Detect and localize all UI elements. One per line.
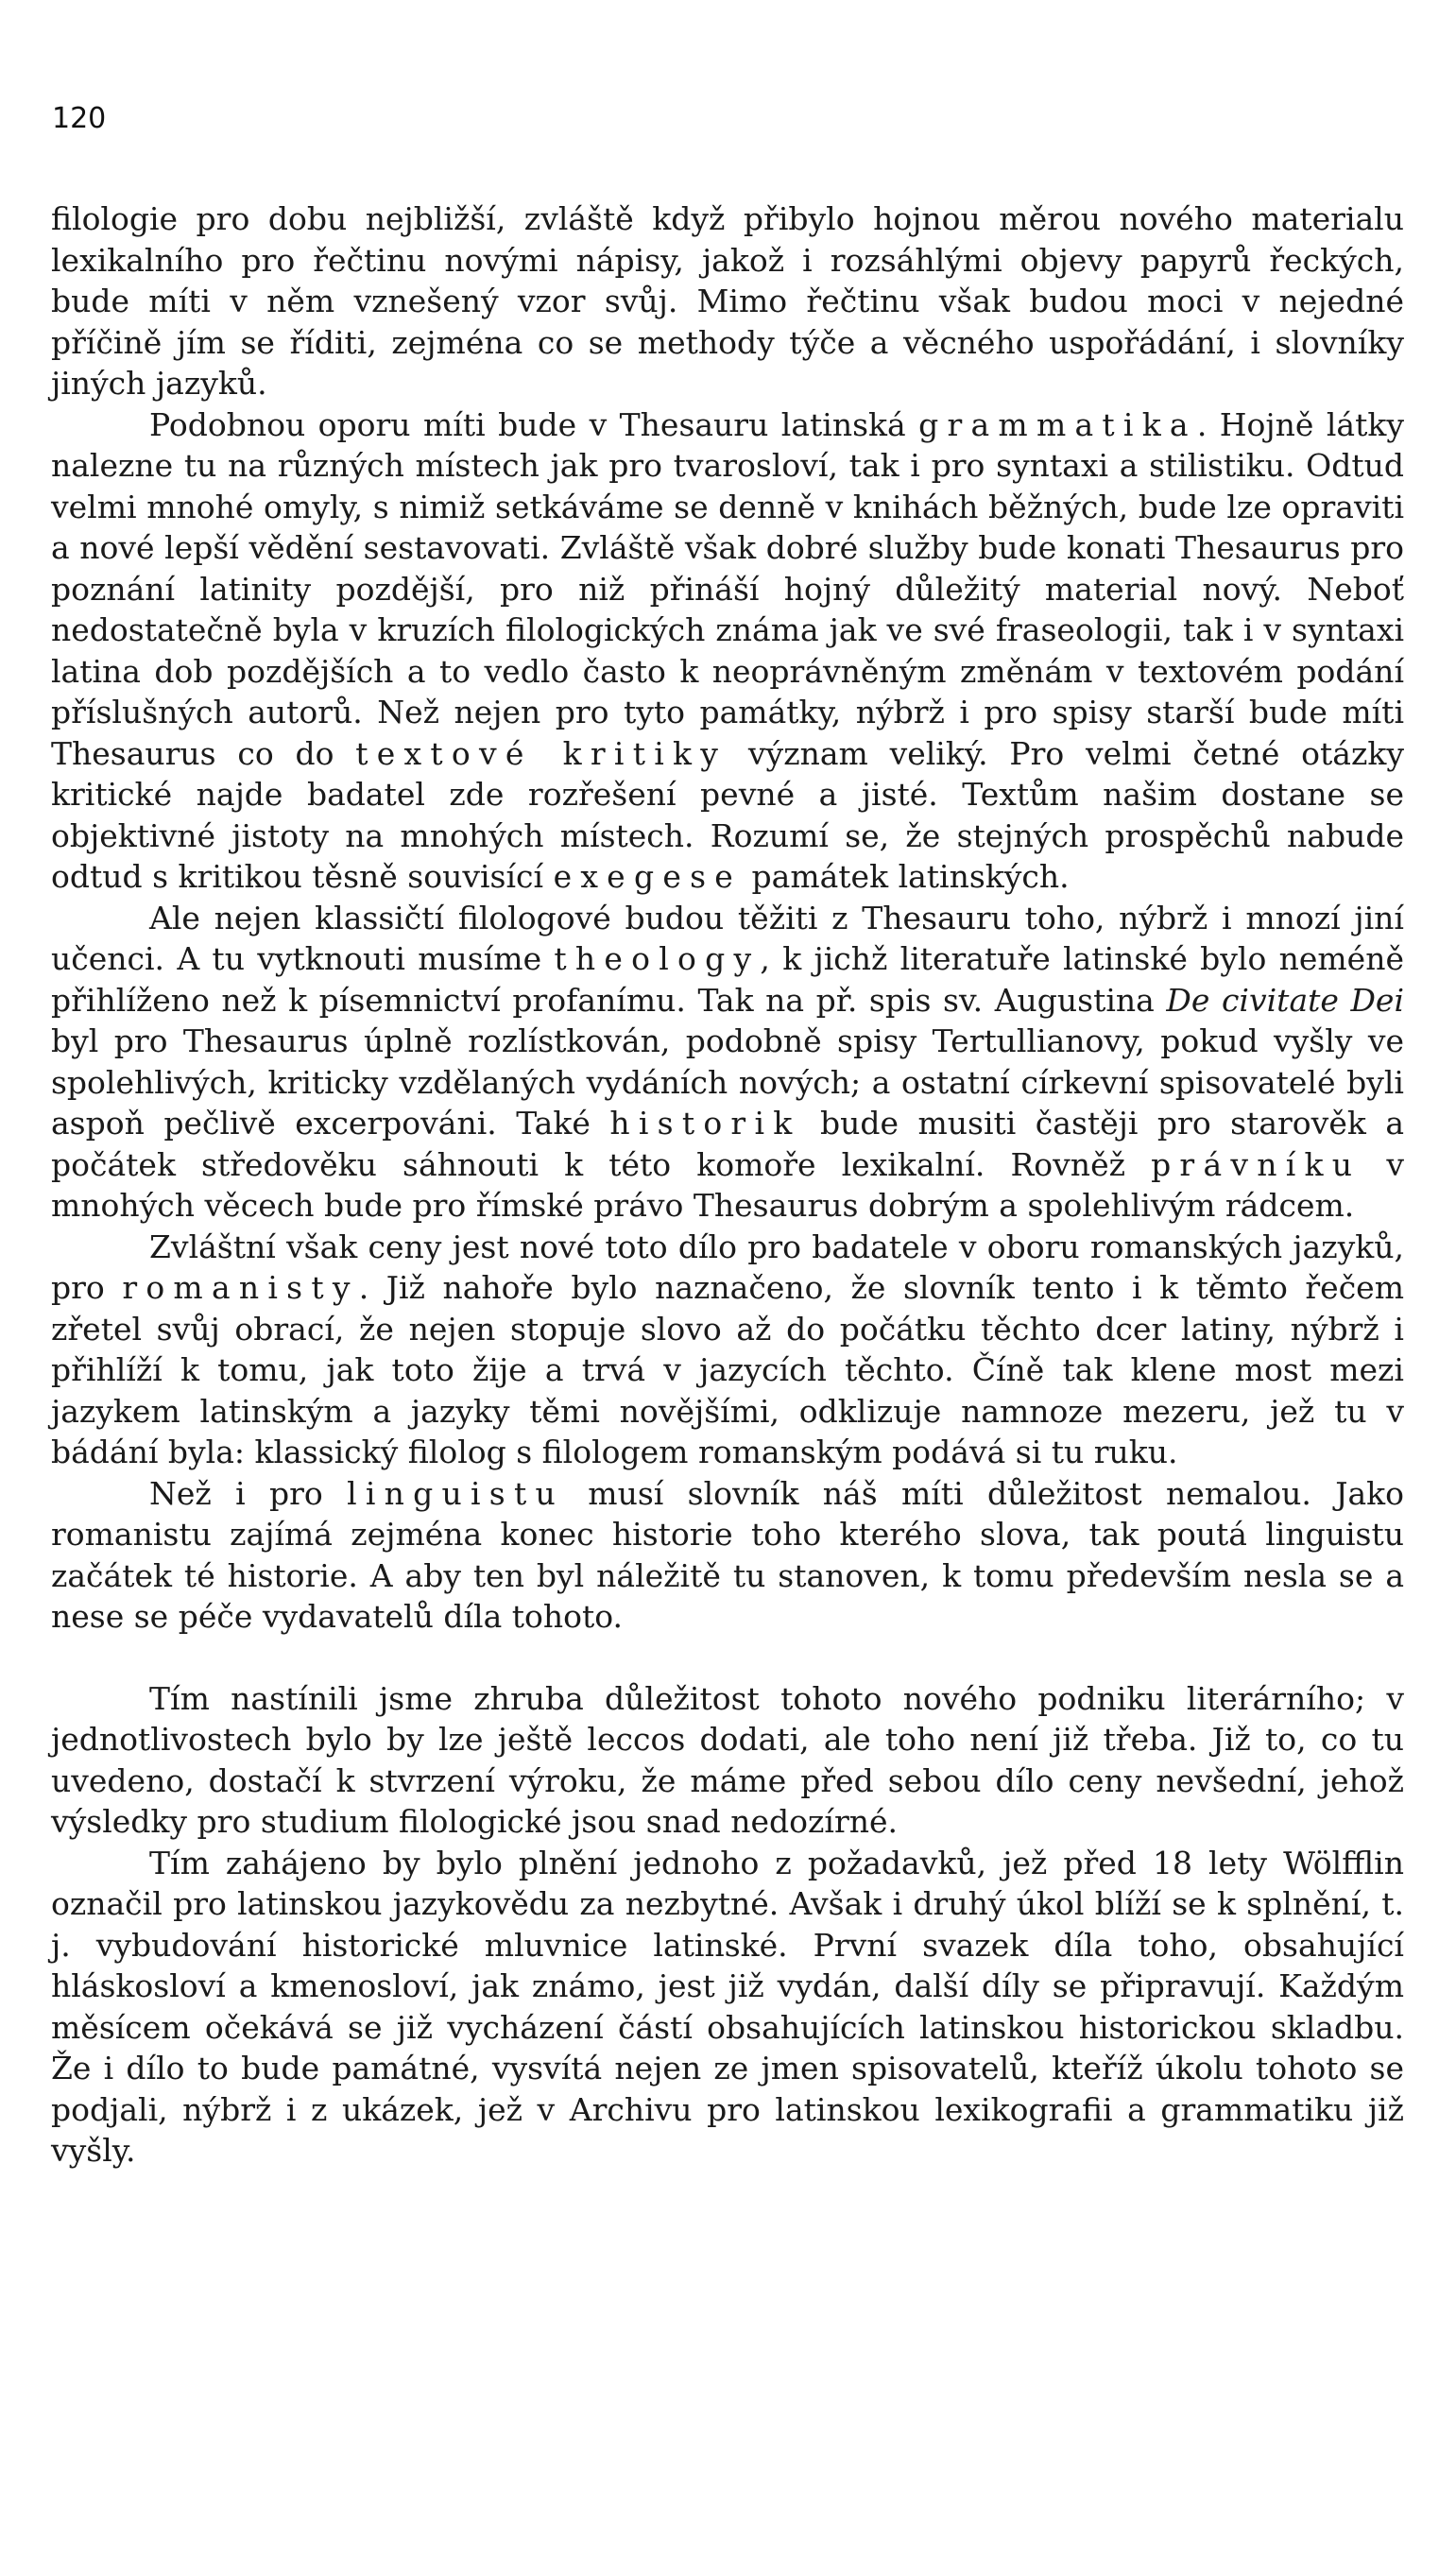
paragraph-3 bbox=[51, 898, 1404, 1227]
spaced-term: linguistu bbox=[347, 1474, 564, 1512]
text-run: , k jichž literatuře latinské bylo neméně přihlíženo než k písemnictví profanímu. Tak na př. spis sv. Augustina bbox=[51, 940, 1404, 1019]
spaced-term: právníku bbox=[1151, 1145, 1362, 1183]
spaced-term: grammatika bbox=[918, 405, 1197, 443]
paragraph-6 bbox=[51, 1678, 1404, 1843]
italic-title: De civitate Dei bbox=[1166, 981, 1404, 1019]
text-run: Než i pro bbox=[149, 1474, 348, 1512]
text-run: v mnohých věcech bude pro římské právo Thesaurus dobrým a spolehlivým rádcem. bbox=[51, 1145, 1404, 1224]
text-run: památek latinských. bbox=[742, 858, 1070, 895]
paragraph-2 bbox=[51, 404, 1404, 898]
spaced-term: theology bbox=[554, 940, 761, 977]
text-run: bude musiti častěji pro starověk a počátek středověku sáhnouti k této komoře lexikalní. Rovněž bbox=[51, 1105, 1404, 1183]
text-run: Ale nejen klassičtí filologové budou těžiti z Thesauru toho, nýbrž i mnozí jiní učenci. A tu vytknouti musíme bbox=[51, 899, 1404, 977]
text-run: . Hojně látky nalezne tu na různých místech jak pro tvarosloví, tak i pro syntaxi a stilistiku. Odtud velmi mnohé omyly, s nimiž setkáváme se denně v knihách běžných, bude lze opraviti a nové lepší vědění sestavovati. Zvláště však dobré služby bude konati Thesaurus pro poznání latinity pozdější, pro niž přináší hojný důležitý material nový. Neboť nedostatečně byla v kruzích filologických známa jak ve své fraseologii, tak i v syntaxi latina dob pozdějších a to vedlo často k neoprávněným změnám v textovém podání příslušných autorů. Než nejen pro tyto památky, nýbrž i pro spisy starší bude míti Thesaurus co do bbox=[51, 405, 1405, 772]
text-run: Podobnou oporu míti bude v Thesauru latinská bbox=[149, 405, 919, 443]
paragraph-7 bbox=[51, 1843, 1404, 2172]
body-text bbox=[51, 198, 1404, 2172]
spaced-term: historik bbox=[609, 1105, 801, 1142]
paragraph-5 bbox=[51, 1473, 1404, 1638]
page-number: 120 bbox=[52, 102, 107, 135]
text-run: filologie pro dobu nejbližší, zvláště když přibylo hojnou měrou nového materialu lexikalního pro řečtinu novými nápisy, jakož i rozsáhlými objevy papyrů řeckých, bude míti v něm vznešený vzor svůj. Mimo řečtinu však budou moci v nejedné příčině jím se říditi, zejména co se methody týče a věcného uspořádání, i slovníky jiných jazyků. bbox=[51, 200, 1404, 402]
text-run: musí slovník náš míti důležitost nemalou. Jako romanistu zajímá zejména konec historie toho kterého slova, tak poutá linguistu začátek té historie. A aby ten byl náležitě tu stanoven, k tomu především nesla se a nese se péče vydavatelů díla tohoto. bbox=[51, 1474, 1404, 1635]
paragraph-1 bbox=[51, 198, 1404, 404]
text-run: byl pro Thesaurus úplně rozlístkován, podobně spisy Tertullianovy, pokud vyšly ve spolehlivých, kriticky vzdělaných vydáních nových; a ostatní církevní spisovatelé byli aspoň pečlivě excerpováni. Také bbox=[51, 1022, 1404, 1142]
text-run: Tím zahájeno by bylo plnění jednoho z požadavků, jež před 18 lety Wölfflin označil pro latinskou jazykovědu za nezbytné. Avšak i druhý úkol blíží se k splnění, t. j. vybudování historické mluvnice latinské. První svazek díla toho, obsahující hláskosloví a kmenosloví, jak známo, jest již vydán, další díly se připravují. Každým měsícem očekává se již vycházení částí obsahujících latinskou historickou skladbu. Že i dílo to bude památné, vysvítá nejen ze jmen spisovatelů, kteříž úkolu tohoto se podjali, nýbrž i z ukázek, jež v Archivu pro latinskou lexikografii a grammatiku již vyšly. bbox=[51, 1844, 1404, 2169]
spaced-term: romanisty bbox=[122, 1269, 359, 1306]
text-run: význam veliký. Pro velmi četné otázky kritické najde badatel zde rozřešení pevné a jisté. Textům našim dostane se objektivné jistoty na mnohých místech. Rozumí se, že stejných prospěchů nabude odtud s kritikou těsně souvisící bbox=[51, 734, 1404, 895]
text-run: Zvláštní však ceny jest nové toto dílo pro badatele v oboru romanských jazyků, pro bbox=[51, 1228, 1404, 1306]
text-run: Tím nastínili jsme zhruba důležitost tohoto nového podniku literárního; v jednotlivostech bylo by lze ještě leccos dodati, ale toho není již třeba. Již to, co tu uvedeno, dostačí k stvrzení výroku, že máme před sebou dílo ceny nevšední, jehož výsledky pro studium filologické jsou snad nedozírné. bbox=[51, 1679, 1404, 1840]
paragraph-4 bbox=[51, 1227, 1404, 1473]
text-run: . Již nahoře bylo naznačeno, že slovník tento i k těmto řečem zřetel svůj obrací, že nejen stopuje slovo až do počátku těchto dcer latiny, nýbrž i přihlíží k tomu, jak toto žije a trvá v jazycích těchto. Číně tak klene most mezi jazykem latinským a jazyky těmi novějšími, odklizuje namnoze mezeru, jež tu v bádání byla: klassický filolog s filologem romanským podává si tu ruku. bbox=[51, 1269, 1404, 1470]
spaced-term: textové kritiky bbox=[355, 734, 728, 772]
spaced-term: exegese bbox=[553, 858, 743, 895]
